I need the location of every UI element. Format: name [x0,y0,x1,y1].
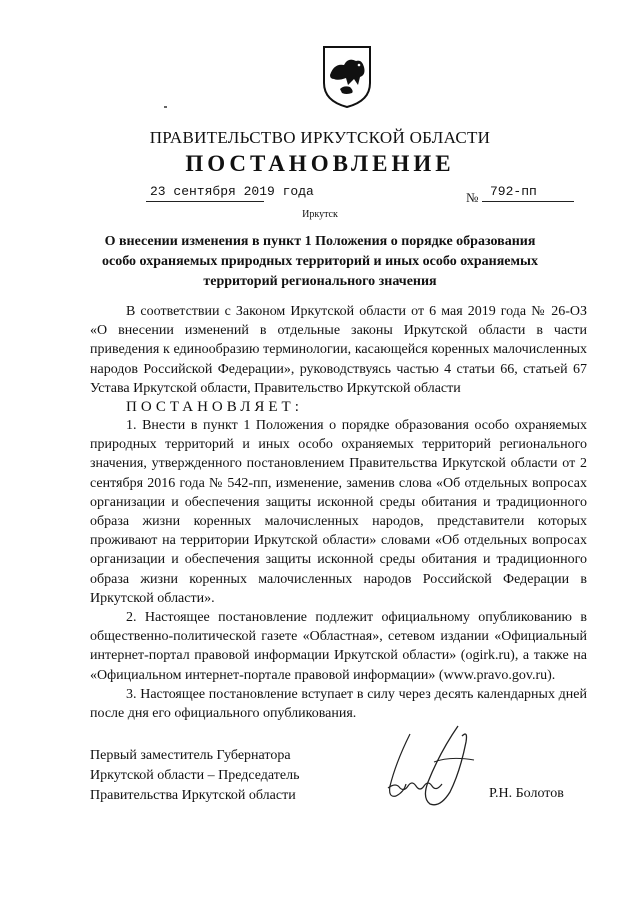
signatory-position [90,746,299,806]
document-body [90,302,587,723]
signatory-name: Р.Н. Болотов [489,786,564,801]
document-title: О внесении изменения в пункт 1 Положения о порядке образования особо охраняемых природных территорий и иных особо охраняемых территорий регионального значения [102,234,538,289]
resolves-heading: ПОСТАНОВЛЯЕТ: [126,399,303,416]
item-paragraph-3: 3. Настоящее постановление вступает в силу через десять календарных дней после дня его официального опубликования. [90,686,587,722]
date-underline [146,201,264,202]
document-city: Иркутск [302,209,338,220]
government-name: ПРАВИТЕЛЬСТВО ИРКУТСКОЙ ОБЛАСТИ [149,128,491,147]
coat-of-arms-emblem [322,45,372,109]
preamble-paragraph: В соответствии с Законом Иркутской области от 6 мая 2019 года № 26-ОЗ «О внесении изменений в отдельные законы Иркутской области в части приведения к единообразию терминологии, касающейся коренных малочисленных народов Российской Федерации», руководствуясь частью 4 статьи 66, статьей 67 Устава Иркутской области, Правительство Иркутской области [90,304,587,396]
document-number: 792-пп [490,184,537,199]
number-underline [482,201,574,202]
signatory-position-line-1: Первый заместитель Губернатора [90,748,291,763]
signatory-position-line-3: Правительства Иркутской области [90,788,296,803]
scan-speck [164,106,167,108]
item-paragraph-1: 1. Внести в пункт 1 Положения о порядке образования особо охраняемых природных территорий и иных особо охраняемых территорий регионального значения, утвержденного постановлением Правительства Иркутской области от 2 сентября 2016 года № 542-пп, изменение, заменив слова «Об отдельных вопросах организации и обеспечения защиты исконной среды обитания и традиционного образа жизни коренных малочисленных народов, представители которых проживают на территории Иркутской области» словами «Об отдельных вопросах организации и обеспечения защиты исконной среды обитания и традиционного образа жизни коренных малочисленных народов Российской Федерации в Иркутской области». [90,418,587,606]
document-date: 23 сентября 2019 года [150,184,314,199]
handwritten-signature [370,722,480,812]
document-type: ПОСТАНОВЛЕНИЕ [185,151,455,176]
signatory-position-line-2: Иркутской области – Председатель [90,768,300,783]
number-sign: № [466,190,479,205]
item-paragraph-2: 2. Настоящее постановление подлежит официальному опубликованию в общественно-политической газете «Областная», сетевом издании «Официальный интернет-портал правовой информации Иркутской области» (ogirk.ru), а также на «Официальном интернет-портале правовой информации» (www.pravo.gov.ru). [90,610,587,683]
